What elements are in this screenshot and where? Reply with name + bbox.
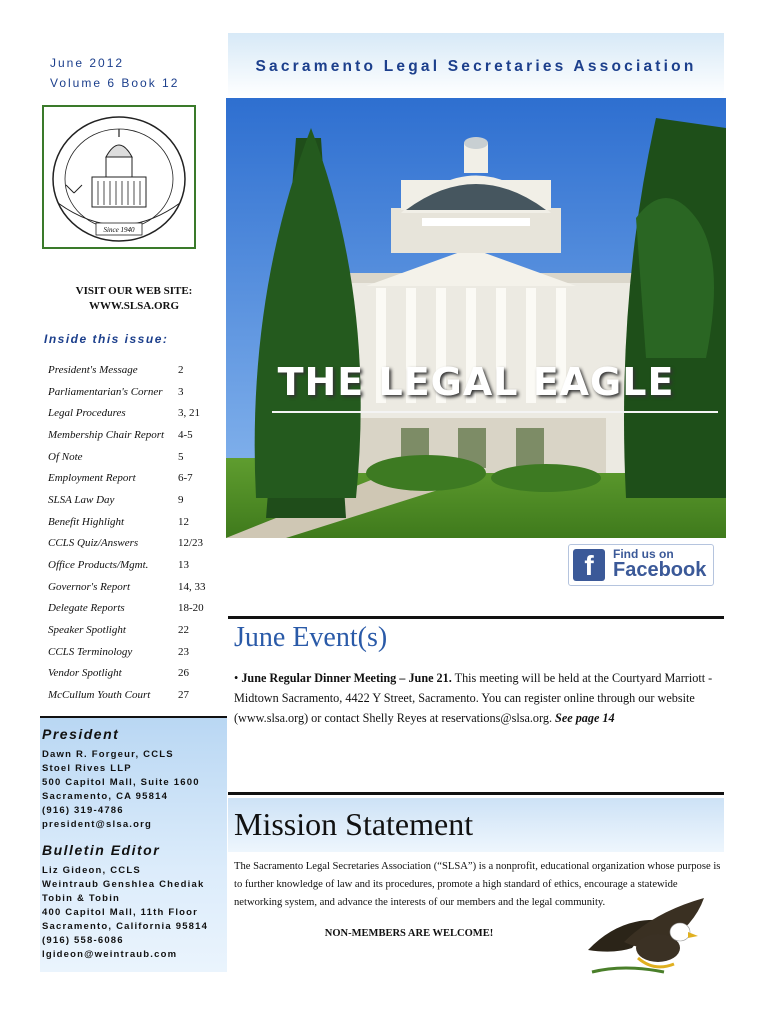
toc-title: CCLS Quiz/Answers	[48, 537, 139, 550]
event-details: This meeting will be held at the Courtyard Marriott - Midtown Sacramento, 4422 Y Street, Sacramento. You can register online through our website (www.slsa.org) or contact Shelly Reyes at reservations@slsa.org.	[234, 671, 713, 725]
issue-volume: Volume 6 Book 12	[50, 76, 180, 90]
toc-page: 27	[178, 689, 189, 702]
toc-page: 3, 21	[178, 407, 200, 420]
toc-row[interactable]	[48, 554, 228, 576]
divider	[228, 616, 724, 619]
toc-page: 22	[178, 624, 189, 637]
facebook-line1: Find us on	[613, 547, 674, 561]
event-see-page: See page 14	[555, 711, 615, 725]
facebook-line2: Facebook	[613, 559, 707, 581]
president-line: Stoel Rives LLP	[42, 763, 132, 774]
capitol-building-icon	[226, 98, 726, 538]
toc-row[interactable]	[48, 641, 228, 663]
toc-title: Speaker Spotlight	[48, 624, 126, 637]
mission-heading: Mission Statement	[234, 806, 474, 842]
toc-row[interactable]	[48, 424, 228, 446]
logo-since: Since 1940	[103, 226, 135, 234]
event-title: June Regular Dinner Meeting – June 21.	[241, 671, 452, 685]
toc-title: Delegate Reports	[48, 602, 125, 615]
org-name: Sacramento Legal Secretaries Association	[255, 58, 697, 75]
capitol-seal-icon	[44, 107, 194, 247]
editor-line: Sacramento, California 95814	[42, 921, 209, 932]
editor-line: Liz Gideon, CCLS	[42, 865, 141, 876]
capitol-photo	[226, 98, 726, 538]
editor-heading: Bulletin Editor	[42, 842, 161, 858]
toc-title: CCLS Terminology	[48, 645, 133, 658]
toc-title: Vendor Spotlight	[48, 667, 122, 680]
toc-page: 12/23	[178, 537, 204, 550]
toc-page: 18-20	[178, 602, 204, 615]
facebook-badge[interactable]	[568, 544, 714, 586]
masthead-title: THE LEGAL EAGLE	[277, 360, 675, 404]
toc-page: 13	[178, 559, 189, 572]
slsa-logo	[42, 105, 196, 249]
issue-info	[50, 53, 179, 93]
toc-page: 26	[178, 667, 189, 680]
toc-title: Membership Chair Report	[48, 428, 165, 441]
toc-row[interactable]	[48, 684, 228, 706]
toc-row[interactable]	[48, 381, 228, 403]
masthead-rule	[272, 411, 718, 413]
president-email[interactable]: president@slsa.org	[42, 819, 153, 830]
toc-row[interactable]	[48, 489, 228, 511]
bullet-icon: •	[234, 671, 242, 685]
toc-page: 23	[178, 645, 189, 658]
toc-page: 12	[178, 515, 189, 528]
table-of-contents	[48, 359, 228, 706]
toc-title: Parliamentarian's Corner	[48, 385, 163, 398]
toc-page: 6-7	[178, 472, 193, 485]
event-item	[234, 668, 724, 728]
toc-title: Of Note	[48, 450, 83, 463]
toc-row[interactable]	[48, 402, 228, 424]
toc-row[interactable]	[48, 576, 228, 598]
toc-page: 3	[178, 385, 184, 398]
president-line: (916) 319-4786	[42, 805, 124, 816]
issue-date: June 2012	[50, 56, 125, 70]
toc-row[interactable]	[48, 446, 228, 468]
toc-row[interactable]	[48, 467, 228, 489]
president-line: 500 Capitol Mall, Suite 1600	[42, 777, 200, 788]
toc-page: 14, 33	[178, 580, 206, 593]
editor-email[interactable]: lgideon@weintraub.com	[42, 949, 178, 960]
toc-title: Benefit Highlight	[48, 515, 125, 528]
toc-row[interactable]	[48, 619, 228, 641]
toc-title: Legal Procedures	[48, 407, 126, 420]
president-heading: President	[42, 726, 120, 742]
toc-row[interactable]	[48, 511, 228, 533]
editor-line: Weintraub Genshlea Chediak	[42, 879, 205, 890]
toc-page: 4-5	[178, 428, 193, 441]
mission-text: The Sacramento Legal Secretaries Association (“SLSA”) is a nonprofit, educational organization whose purpose is to further knowledge of law and its procedures, promote a high standard of ethics, encourage a statewide networking system, and advance the interests of our members and the legal community.	[234, 861, 721, 908]
toc-title: President's Message	[48, 363, 138, 376]
president-line: Dawn R. Forgeur, CCLS	[42, 749, 174, 760]
editor-line: Tobin & Tobin	[42, 893, 121, 904]
toc-page: 9	[178, 493, 184, 506]
editor-contact	[40, 832, 227, 962]
website-label: VISIT OUR WEB SITE:	[75, 285, 193, 297]
editor-line: 400 Capitol Mall, 11th Floor	[42, 907, 199, 918]
facebook-icon: f	[573, 549, 605, 581]
toc-page: 2	[178, 363, 184, 376]
inside-issue-title: Inside this issue:	[44, 332, 169, 346]
toc-row[interactable]	[48, 359, 228, 381]
website-url[interactable]: WWW.SLSA.ORG	[88, 300, 180, 312]
toc-title: Employment Report	[48, 472, 136, 485]
editor-line: (916) 558-6086	[42, 935, 124, 946]
contact-box	[40, 716, 227, 972]
events-heading: June Event(s)	[234, 622, 388, 653]
toc-row[interactable]	[48, 533, 228, 555]
divider	[228, 792, 724, 795]
eagle-icon	[584, 892, 714, 980]
toc-title: Office Products/Mgmt.	[48, 559, 149, 572]
toc-title: McCullum Youth Court	[48, 689, 151, 702]
toc-row[interactable]	[48, 598, 228, 620]
welcome-note: NON-MEMBERS ARE WELCOME!	[324, 928, 494, 939]
toc-page: 5	[178, 450, 184, 463]
president-contact	[40, 718, 227, 832]
toc-title: Governor's Report	[48, 580, 131, 593]
president-line: Sacramento, CA 95814	[42, 791, 169, 802]
toc-row[interactable]	[48, 663, 228, 685]
website-notice	[40, 284, 228, 314]
toc-title: SLSA Law Day	[48, 493, 115, 506]
